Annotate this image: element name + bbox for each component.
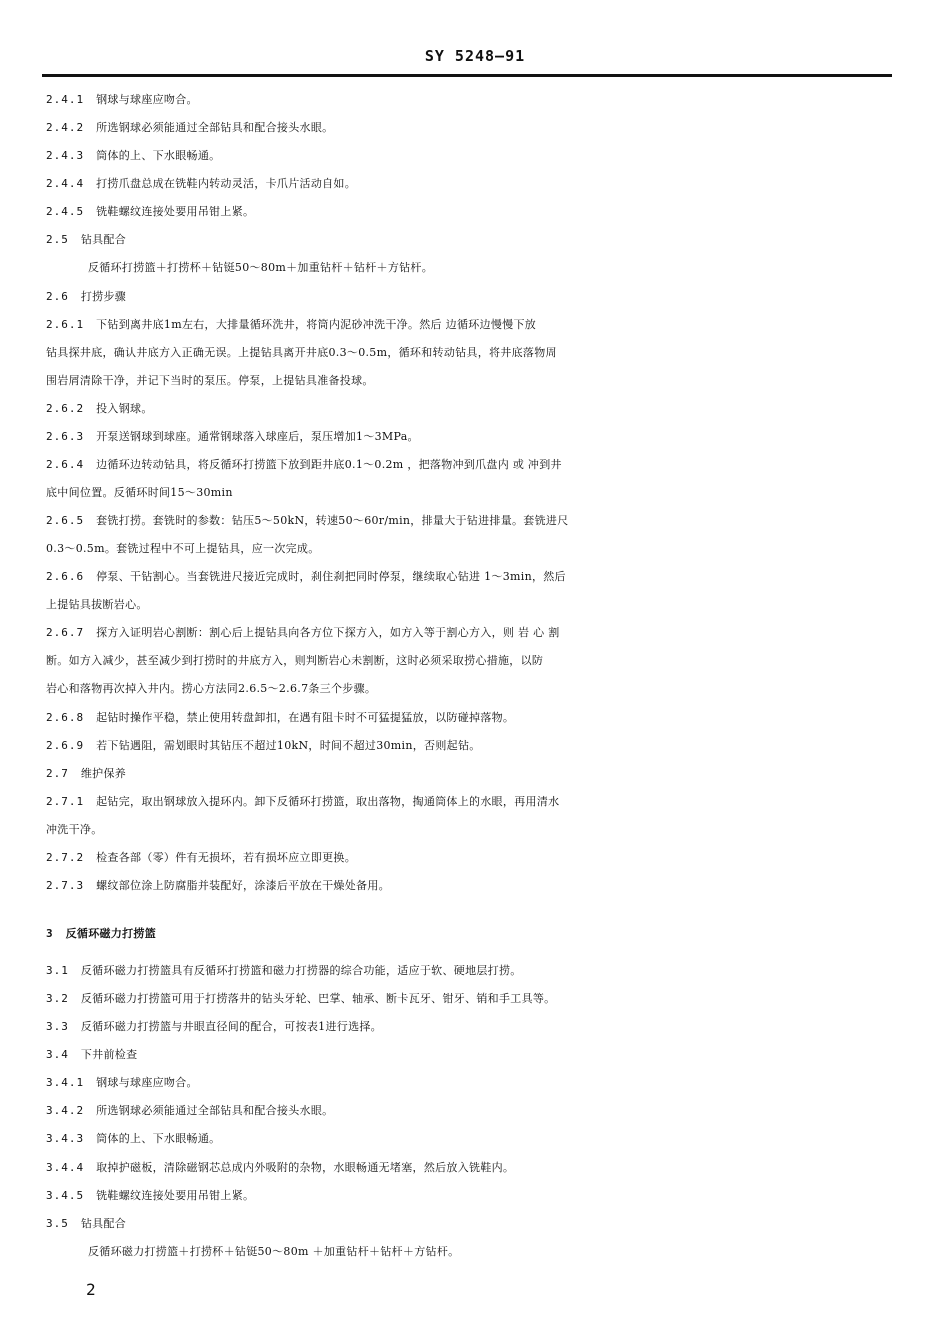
clause-2-7-1 — [46, 792, 898, 812]
clause-2-6-7 — [46, 623, 898, 643]
clause-number: 3.4.3 — [46, 1132, 85, 1145]
clause-text: 边循环边转动钻具，将反循环打捞篮下放到距井底0.1～0.2m ，把落物冲到爪盘内 或 冲到井 — [96, 458, 562, 471]
clause-text: 反循环磁力打捞篮＋打捞杯＋钻铤50～80m ＋加重钻杆＋钻杆＋方钻杆。 — [88, 1245, 460, 1258]
clause-2-6-3 — [46, 427, 898, 447]
clause-text: 反循环磁力打捞篮可用于打捞落井的钻头牙轮、巴掌、轴承、断卡瓦牙、钳牙、销和手工具等。 — [80, 992, 556, 1005]
clause-number: 2.6.7 — [46, 626, 85, 639]
clause-2-6-2 — [46, 399, 898, 419]
clause-number: 3.4.4 — [46, 1161, 85, 1174]
clause-text: 钻具配合 — [80, 1217, 127, 1230]
clause-text: 反循环打捞篮＋打捞杯＋钻铤50～80m＋加重钻杆＋钻杆＋方钻杆。 — [88, 261, 434, 274]
clause-number: 2.6.8 — [46, 711, 85, 724]
clause-number: 3.1 — [46, 964, 69, 977]
clause-text: 反循环磁力打捞篮与井眼直径间的配合，可按表1进行选择。 — [80, 1020, 382, 1033]
clause-number: 2.6.3 — [46, 430, 85, 443]
clause-number: 2.6.4 — [46, 458, 85, 471]
clause-number: 2.6.9 — [46, 739, 85, 752]
clause-number: 3.3 — [46, 1020, 69, 1033]
clause-2-7 — [46, 764, 898, 784]
clause-2-5 — [46, 230, 898, 250]
clause-text: 投入钢球。 — [96, 402, 153, 415]
clause-number: 2.7 — [46, 767, 69, 780]
clause-continuation — [46, 539, 898, 559]
clause-text: 停泵、干钻割心。当套铣进尺接近完成时，刹住刹把同时停泵，继续取心钻进 1～3min，然后 — [96, 570, 566, 583]
clause-number: 2.6.6 — [46, 570, 85, 583]
clause-continuation — [88, 258, 940, 278]
clause-2-4-5 — [46, 202, 898, 222]
clause-2-4-4 — [46, 174, 898, 194]
clause-2-7-3 — [46, 876, 898, 896]
clause-number: 3.4.5 — [46, 1189, 85, 1202]
clause-number: 2.5 — [46, 233, 69, 246]
clause-text: 起钻完，取出钢球放入提环内。卸下反循环打捞篮，取出落物，掏通筒体上的水眼，再用清水 — [96, 795, 560, 808]
clause-text: 上提钻具拔断岩心。 — [46, 598, 148, 611]
clause-text: 开泵送钢球到球座。通常钢球落入球座后，泵压增加1～3MPa。 — [96, 430, 419, 443]
clause-continuation — [46, 371, 898, 391]
clause-3-4-4 — [46, 1158, 898, 1178]
clause-2-4-1 — [46, 90, 898, 110]
clause-3-2 — [46, 989, 898, 1009]
clause-number: 2.4.4 — [46, 177, 85, 190]
clause-number: 2.7.1 — [46, 795, 85, 808]
clause-text: 反循环磁力打捞篮具有反循环打捞篮和磁力打捞器的综合功能，适应于软、硬地层打捞。 — [80, 964, 522, 977]
clause-text: 筒体的上、下水眼畅通。 — [96, 149, 221, 162]
document-code-header: SY 5248—91 — [424, 47, 526, 65]
clause-text: 所选钢球必须能通过全部钻具和配合接头水眼。 — [96, 121, 334, 134]
clause-continuation — [46, 595, 898, 615]
clause-text: 钢球与球座应吻合。 — [96, 93, 198, 106]
clause-text: 打捞爪盘总成在铣鞋内转动灵活，卡爪片活动自如。 — [96, 177, 357, 190]
clause-text: 断。如方入减少，甚至减少到打捞时的井底方入，则判断岩心未割断，这时必须采取捞心措施，以防 — [46, 654, 544, 667]
clause-text: 铣鞋螺纹连接处要用吊钳上紧。 — [96, 205, 255, 218]
clause-text: 取掉护磁板，清除磁钢芯总成内外吸附的杂物，水眼畅通无堵塞，然后放入铣鞋内。 — [96, 1161, 515, 1174]
clause-number: 2.4.2 — [46, 121, 85, 134]
clause-number: 3.5 — [46, 1217, 69, 1230]
clause-text: 若下钻遇阻，需划眼时其钻压不超过10kN，时间不超过30min，否则起钻。 — [96, 739, 481, 752]
clause-number: 2.4.3 — [46, 149, 85, 162]
clause-3-4 — [46, 1045, 898, 1065]
clause-3 — [46, 924, 898, 944]
clause-text: 维护保养 — [80, 767, 127, 780]
clause-2-6-9 — [46, 736, 898, 756]
clause-text: 铣鞋螺纹连接处要用吊钳上紧。 — [96, 1189, 255, 1202]
clause-continuation — [46, 679, 898, 699]
clause-number: 2.7.3 — [46, 879, 85, 892]
clause-3-3 — [46, 1017, 898, 1037]
clause-continuation — [46, 651, 898, 671]
clause-continuation — [46, 483, 898, 503]
clause-text: 下钻到离井底1m左右，大排量循环洗井，将筒内泥砂冲洗干净。然后 边循环边慢慢下放 — [96, 318, 537, 331]
clause-text: 钢球与球座应吻合。 — [96, 1076, 198, 1089]
clause-number: 2.6 — [46, 290, 69, 303]
clause-number: 3.2 — [46, 992, 69, 1005]
clause-2-6-6 — [46, 567, 898, 587]
clause-2-6-1 — [46, 315, 898, 335]
clause-2-6-8 — [46, 708, 898, 728]
clause-text: 筒体的上、下水眼畅通。 — [96, 1132, 221, 1145]
clause-2-7-2 — [46, 848, 898, 868]
clause-2-4-3 — [46, 146, 898, 166]
clause-3-5 — [46, 1214, 898, 1234]
clause-continuation — [88, 1242, 940, 1262]
clause-3-4-3 — [46, 1129, 898, 1149]
clause-number: 2.6.2 — [46, 402, 85, 415]
clause-number: 2.4.5 — [46, 205, 85, 218]
clause-number: 2.6.5 — [46, 514, 85, 527]
clause-3-4-2 — [46, 1101, 898, 1121]
clause-continuation — [46, 343, 898, 363]
clause-text: 检查各部（零）件有无损坏，若有损坏应立即更换。 — [96, 851, 357, 864]
clause-text: 围岩屑清除干净，并记下当时的泵压。停泵，上提钻具准备投球。 — [46, 374, 374, 387]
clause-3-4-1 — [46, 1073, 898, 1093]
clause-text: 螺纹部位涂上防腐脂并装配好，涂漆后平放在干燥处备用。 — [96, 879, 390, 892]
page-number: 2 — [86, 1280, 96, 1299]
clause-continuation — [46, 820, 898, 840]
clause-3-4-5 — [46, 1186, 898, 1206]
clause-number: 2.4.1 — [46, 93, 85, 106]
clause-text: 钻具配合 — [80, 233, 127, 246]
clause-text: 冲洗干净。 — [46, 823, 103, 836]
clause-text: 所选钢球必须能通过全部钻具和配合接头水眼。 — [96, 1104, 334, 1117]
clause-text: 底中间位置。反循环时间15～30min — [46, 486, 233, 499]
clause-text: 打捞步骤 — [80, 290, 127, 303]
clause-text: 探方入证明岩心割断：割心后上提钻具向各方位下探方入，如方入等于割心方入，则 岩 心 割 — [96, 626, 560, 639]
clause-text: 反循环磁力打捞篮 — [65, 927, 157, 940]
clause-text: 0.3～0.5m。套铣过程中不可上提钻具，应一次完成。 — [46, 542, 320, 555]
clause-number: 2.7.2 — [46, 851, 85, 864]
clause-number: 3.4.2 — [46, 1104, 85, 1117]
clause-2-6-4 — [46, 455, 898, 475]
clause-2-6-5 — [46, 511, 898, 531]
clause-text: 起钻时操作平稳，禁止使用转盘卸扣，在遇有阻卡时不可猛提猛放，以防碰掉落物。 — [96, 711, 515, 724]
clause-2-6 — [46, 287, 898, 307]
clause-text: 钻具探井底，确认井底方入正确无误。上提钻具离开井底0.3～0.5m，循环和转动钻具，将井底落物周 — [46, 346, 557, 359]
clause-number: 3 — [46, 927, 54, 940]
clause-text: 岩心和落物再次掉入井内。捞心方法同2.6.5～2.6.7条三个步骤。 — [46, 682, 377, 695]
header-rule — [42, 74, 892, 77]
clause-3-1 — [46, 961, 898, 981]
clause-2-4-2 — [46, 118, 898, 138]
clause-text: 套铣打捞。套铣时的参数：钻压5～50kN，转速50～60r/min，排量大于钻进排量。套铣进尺 — [96, 514, 569, 527]
clause-text: 下井前检查 — [80, 1048, 138, 1061]
clause-number: 3.4.1 — [46, 1076, 85, 1089]
clause-number: 3.4 — [46, 1048, 69, 1061]
clause-number: 2.6.1 — [46, 318, 85, 331]
